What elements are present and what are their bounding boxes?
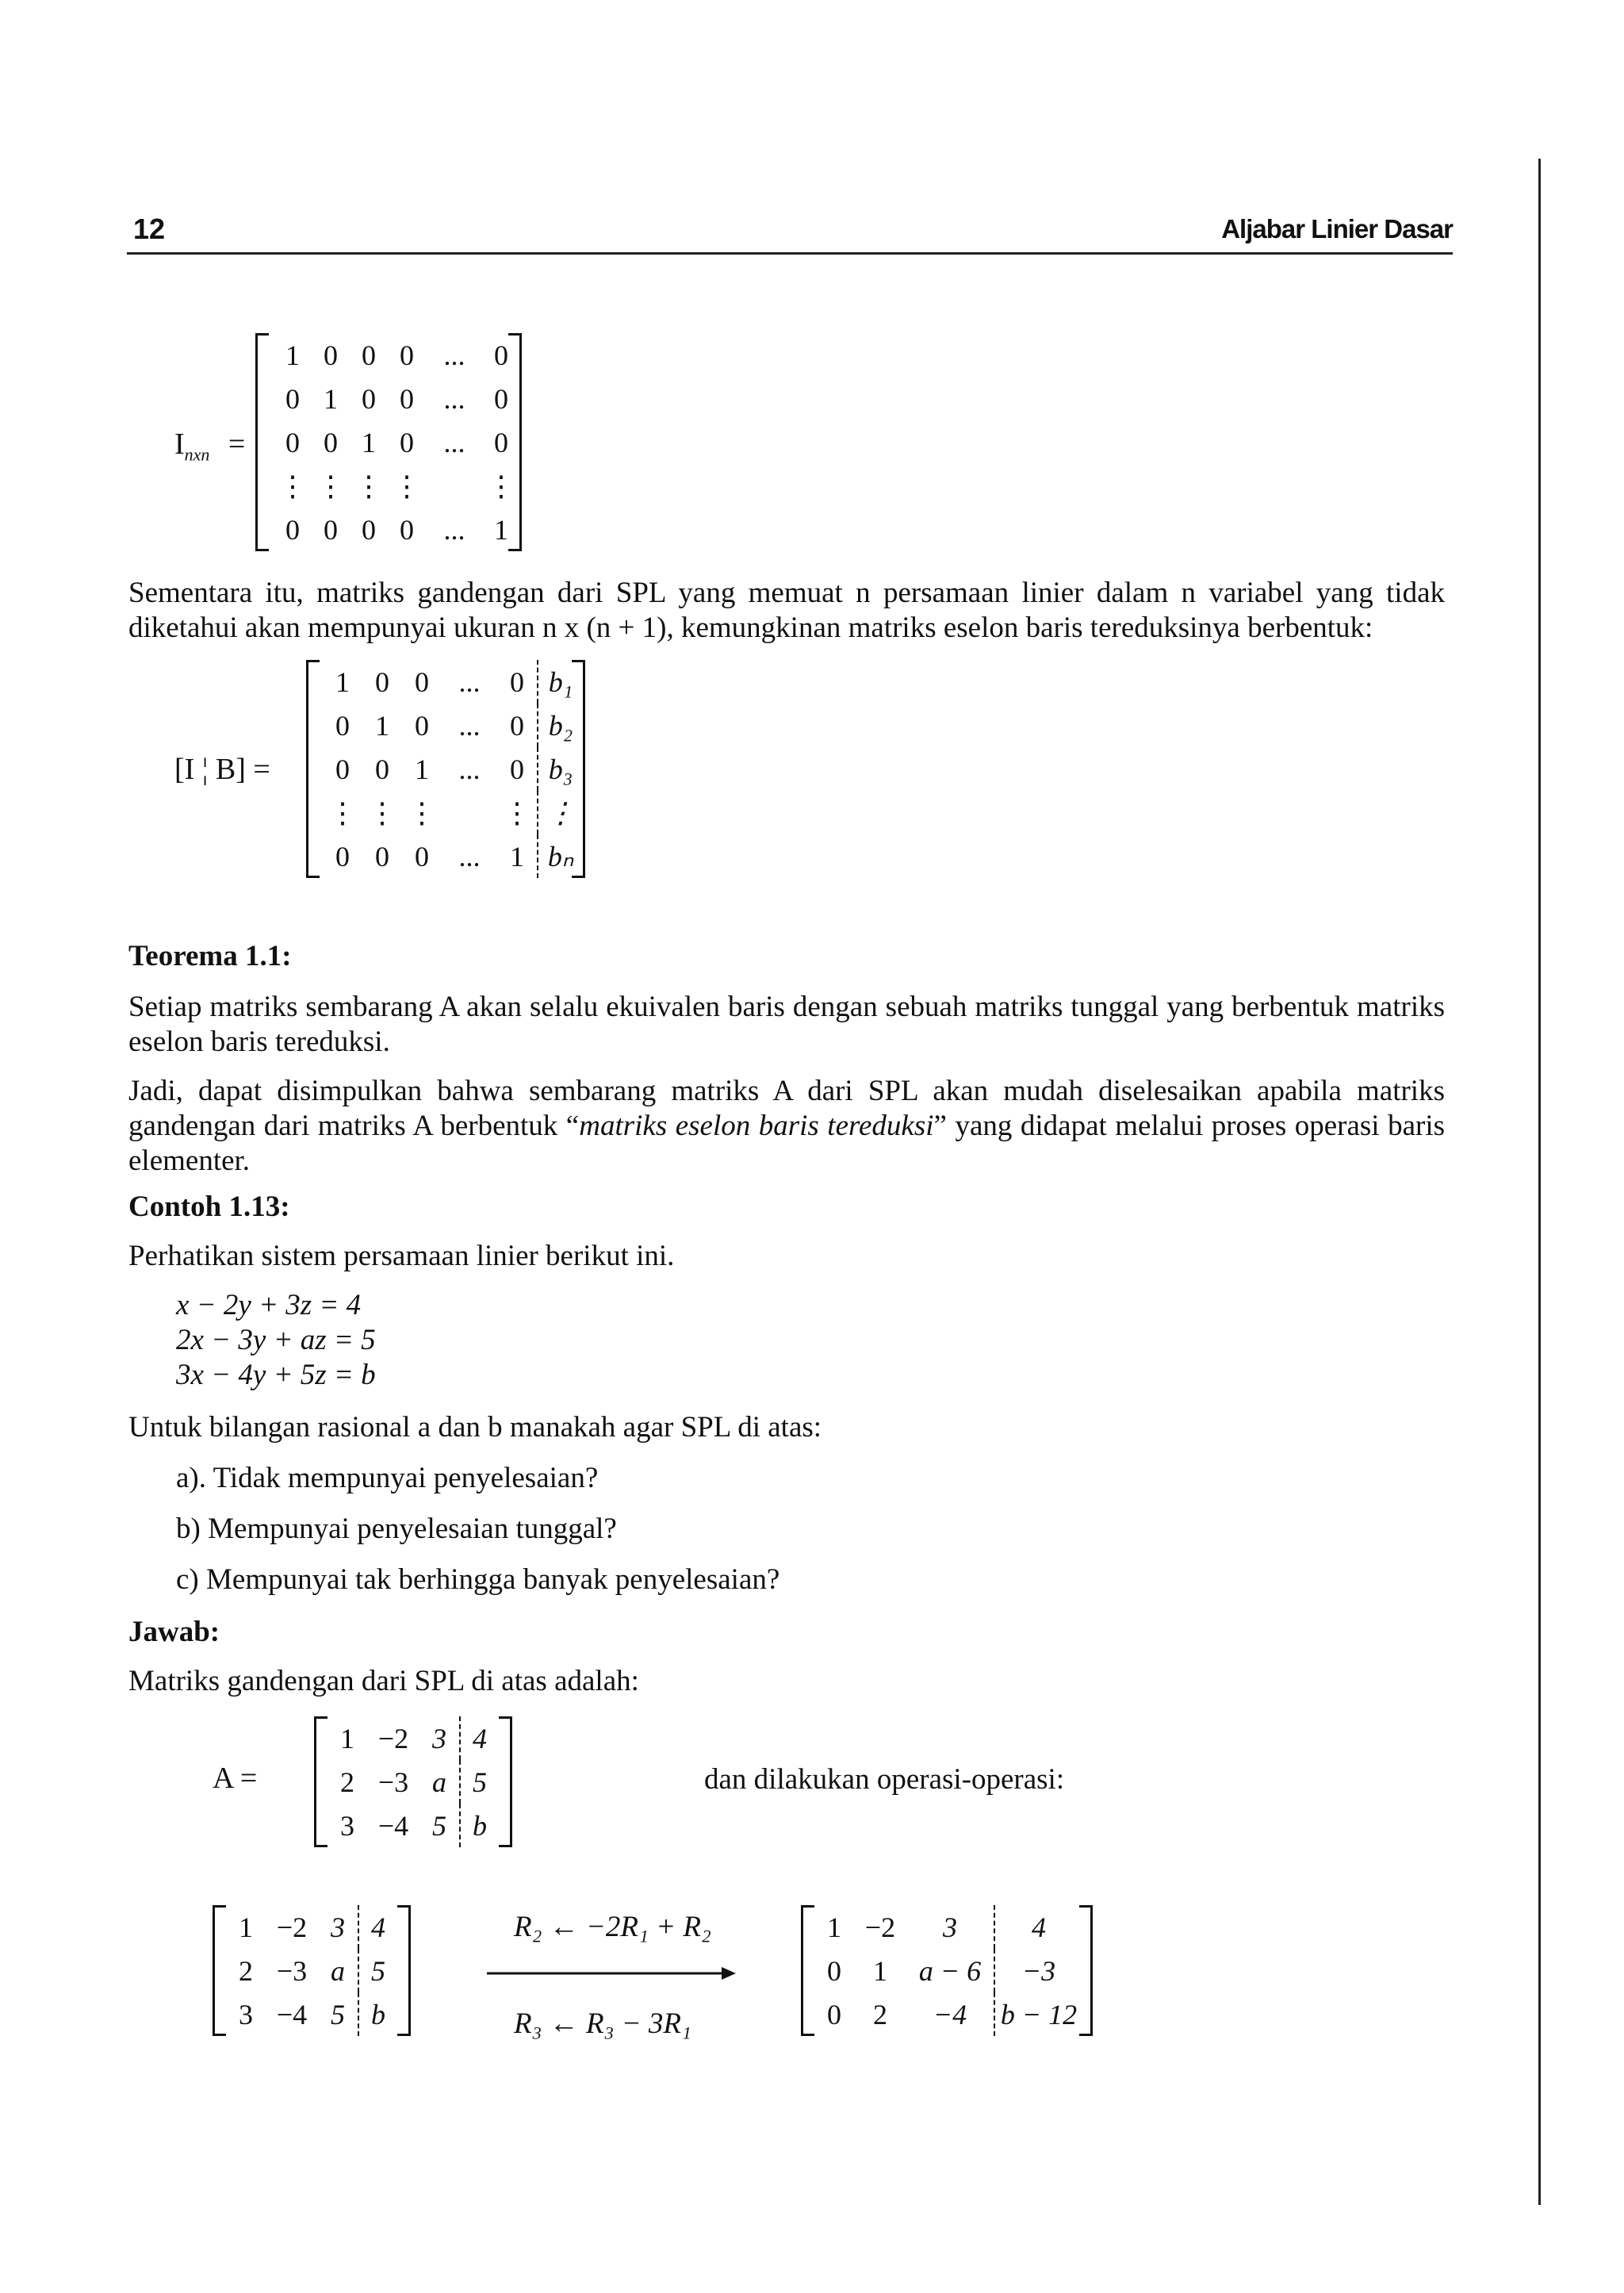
augmented-identity-matrix [306, 660, 585, 878]
identity-matrix-cell: ... [443, 382, 465, 415]
identity-matrix-cell: ⋮ [393, 470, 421, 502]
matrix-after-cell: 2 [873, 1998, 887, 2030]
equation-3: 3x − 4y + 5z = b [176, 1359, 376, 1391]
matrix-a-cell: b [460, 1804, 499, 1847]
matrix-a-row [327, 1760, 499, 1804]
matrix-before-cell: −4 [276, 1998, 308, 2030]
matrix-before-cell: 1 [239, 1911, 253, 1943]
augmented-matrix-cell: ⋮ [368, 796, 396, 829]
augmented-matrix-cell: ... [458, 840, 481, 872]
identity-matrix-cell [426, 464, 483, 508]
augmented-matrix-cell: ... [458, 665, 481, 698]
identity-matrix-cell: 0 [324, 426, 338, 458]
identity-matrix-cell: 0 [285, 513, 300, 546]
augmented-matrix-cell: b₁ [538, 660, 583, 704]
matrix-before-row [226, 1905, 397, 1949]
augmented-label: [I ¦ B] = [174, 753, 270, 786]
identity-matrix-cell: 0 [494, 426, 508, 458]
equation-2: 2x − 3y + az = 5 [176, 1324, 376, 1356]
matrix-a-label: A = [213, 1762, 258, 1795]
identity-matrix-row [274, 420, 519, 464]
augmented-matrix-cell: 1 [335, 665, 350, 698]
matrix-a-cell: 2 [340, 1766, 354, 1798]
augmented-matrix-cell: b₃ [538, 747, 583, 791]
page-edge-line [1538, 159, 1541, 2205]
augmented-matrix-cell: 1 [415, 753, 429, 785]
option-c: c) Mempunyai tak berhingga banyak penyelesaian? [176, 1563, 780, 1596]
identity-matrix-cell: 1 [324, 382, 338, 415]
augmented-matrix-cell: 0 [510, 753, 524, 785]
augmented-matrix-cell: ... [458, 709, 481, 742]
identity-matrix-cell: ⋮ [354, 470, 383, 502]
identity-matrix-cell: ... [443, 339, 465, 371]
augmented-matrix-cell: ⋮ [538, 791, 583, 834]
option-a: a). Tidak mempunyai penyelesaian? [176, 1462, 599, 1494]
augmented-matrix-row [323, 660, 583, 704]
matrix-after-operation [801, 1905, 1093, 2036]
identity-matrix-cell: ⋮ [278, 470, 307, 502]
identity-matrix-cell: 1 [285, 339, 300, 371]
matrix-before-cell: b [358, 1992, 397, 2036]
equation-1: x − 2y + 3z = 4 [176, 1289, 362, 1321]
augmented-matrix-cell: 0 [375, 840, 389, 872]
example-title: Contoh 1.13: [128, 1191, 290, 1223]
operations-note: dan dilakukan operasi-operasi: [704, 1763, 1065, 1796]
operation-r2: R₂ ← −2R₁ + R₂ [514, 1911, 711, 1943]
identity-matrix-row [274, 508, 519, 551]
matrix-before-cell: 4 [358, 1905, 397, 1949]
identity-matrix-cell: 0 [285, 426, 300, 458]
matrix-after-cell: −4 [933, 1998, 967, 2030]
matrix-before-cell: 2 [239, 1954, 253, 1987]
matrix-a-cell: −3 [377, 1766, 409, 1798]
augmented-matrix-cell: ⋮ [408, 796, 436, 829]
identity-matrix-cell: 0 [285, 382, 300, 415]
identity-matrix-cell: 0 [494, 339, 508, 371]
identity-matrix-cell: 0 [400, 382, 414, 415]
matrix-after-cell: −2 [864, 1911, 896, 1943]
matrix-before-cell: 3 [239, 1998, 253, 2030]
identity-matrix-cell: 0 [400, 513, 414, 546]
augmented-matrix-cell: 0 [415, 665, 429, 698]
page-number: 12 [133, 213, 166, 245]
matrix-before-cell: −2 [276, 1911, 308, 1943]
augmented-matrix-cell: 0 [335, 840, 350, 872]
matrix-a-row [327, 1716, 499, 1760]
augmented-matrix-cell: ⋮ [328, 796, 357, 829]
augmented-matrix-cell: 0 [375, 665, 389, 698]
matrix-a [314, 1716, 512, 1847]
option-b: b) Mempunyai penyelesaian tunggal? [176, 1513, 617, 1545]
header-rule [127, 252, 1453, 255]
identity-matrix-cell: ⋮ [487, 470, 515, 502]
matrix-a-cell: a [432, 1766, 446, 1798]
identity-matrix-cell: 0 [324, 513, 338, 546]
paragraph-augmented-intro: Sementara itu, matriks gandengan dari SPL yang memuat n persamaan linier dalam n variabel yang tidak diketahui akan mempunyai ukuran n x (n + 1), kemungkinan matriks eselon baris tereduksinya berbentuk: [128, 577, 1445, 644]
identity-matrix-cell: ... [443, 426, 465, 458]
matrix-a-cell: 3 [340, 1809, 354, 1842]
augmented-matrix-cell: 0 [335, 709, 350, 742]
identity-label: $I_{nxn}$ = [174, 428, 246, 465]
matrix-after-cell: b − 12 [994, 1992, 1082, 2036]
identity-matrix-cell: 1 [494, 513, 508, 546]
matrix-a-cell: 4 [460, 1716, 499, 1760]
augmented-matrix-cell: 0 [335, 753, 350, 785]
identity-matrix-cell: ⋮ [316, 470, 345, 502]
augmented-matrix-row [323, 834, 583, 878]
augmented-matrix-cell [442, 791, 497, 834]
identity-matrix-cell: 0 [400, 426, 414, 458]
identity-matrix-cell: 0 [362, 513, 376, 546]
theorem-text: Setiap matriks sembarang A akan selalu ekuivalen baris dengan sebuah matriks tunggal yang berbentuk matriks eselon baris tereduksi. [128, 991, 1445, 1058]
identity-matrix-row [274, 377, 519, 420]
running-title: Aljabar Linier Dasar [1221, 214, 1453, 243]
augmented-matrix-row [323, 747, 583, 791]
matrix-before-row [226, 1992, 397, 2036]
matrix-a-cell: 3 [432, 1722, 446, 1754]
matrix-before-cell: a [331, 1954, 345, 1987]
matrix-after-row [814, 1905, 1082, 1949]
identity-matrix-cell: 0 [324, 339, 338, 371]
matrix-a-cell: −4 [377, 1809, 409, 1842]
matrix-after-row [814, 1949, 1082, 1992]
identity-matrix-cell: ... [443, 513, 465, 546]
answer-title: Jawab: [128, 1616, 220, 1648]
matrix-a-cell: 5 [460, 1760, 499, 1804]
matrix-after-cell: 3 [943, 1911, 957, 1943]
identity-matrix-row [274, 464, 519, 508]
matrix-a-row [327, 1804, 499, 1847]
augmented-matrix-cell: b₂ [538, 704, 583, 747]
identity-matrix-cell: 0 [362, 339, 376, 371]
matrix-after-cell: a − 6 [918, 1954, 982, 1987]
matrix-after-cell: 4 [994, 1905, 1082, 1949]
augmented-matrix-row [323, 704, 583, 747]
augmented-matrix-row [323, 791, 583, 834]
right-arrow-icon [485, 1964, 737, 1983]
augmented-matrix-cell: 1 [510, 840, 524, 872]
matrix-before-operation [213, 1905, 411, 2036]
matrix-before-cell: 5 [331, 1998, 345, 2030]
identity-matrix-cell: 0 [362, 382, 376, 415]
matrix-after-cell: −3 [994, 1949, 1082, 1992]
identity-matrix-cell: 0 [494, 382, 508, 415]
example-intro: Perhatikan sistem persamaan linier berikut ini. [128, 1240, 675, 1272]
operation-r3: R₃ ← R₃ − 3R₁ [514, 2007, 691, 2040]
augmented-matrix-cell: 0 [415, 709, 429, 742]
augmented-matrix-cell: 1 [375, 709, 389, 742]
matrix-a-cell: 5 [432, 1809, 446, 1842]
paragraph-conclusion: Jadi, dapat disimpulkan bahwa sembarang matriks A dari SPL akan mudah diselesaikan apabila matriks gandengan dari matriks A berbentuk “matriks eselon baris tereduksi” yang didapat melalui proses operasi baris elementer. [128, 1075, 1445, 1177]
matrix-before-cell: −3 [276, 1954, 308, 1987]
matrix-after-cell: 0 [827, 1998, 841, 2030]
augmented-matrix-cell: 0 [415, 840, 429, 872]
augmented-matrix-cell: 0 [510, 665, 524, 698]
matrix-a-cell: −2 [377, 1722, 409, 1754]
theorem-title: Teorema 1.1: [128, 940, 292, 972]
matrix-after-cell: 1 [827, 1911, 841, 1943]
matrix-before-cell: 5 [358, 1949, 397, 1992]
identity-matrix [255, 333, 522, 551]
identity-matrix-cell: 1 [362, 426, 376, 458]
augmented-matrix-cell: bₙ [538, 834, 583, 878]
matrix-after-cell: 1 [873, 1954, 887, 1987]
identity-matrix-cell: 0 [400, 339, 414, 371]
matrix-after-row [814, 1992, 1082, 2036]
matrix-before-cell: 3 [331, 1911, 345, 1943]
augmented-matrix-cell: 0 [510, 709, 524, 742]
example-question: Untuk bilangan rasional a dan b manakah agar SPL di atas: [128, 1411, 822, 1444]
answer-intro: Matriks gandengan dari SPL di atas adalah: [128, 1665, 639, 1697]
matrix-before-row [226, 1949, 397, 1992]
matrix-after-cell: 0 [827, 1954, 841, 1987]
augmented-matrix-cell: ... [458, 753, 481, 785]
matrix-a-cell: 1 [340, 1722, 354, 1754]
identity-matrix-row [274, 333, 519, 377]
augmented-matrix-cell: 0 [375, 753, 389, 785]
augmented-matrix-cell: ⋮ [503, 796, 531, 829]
